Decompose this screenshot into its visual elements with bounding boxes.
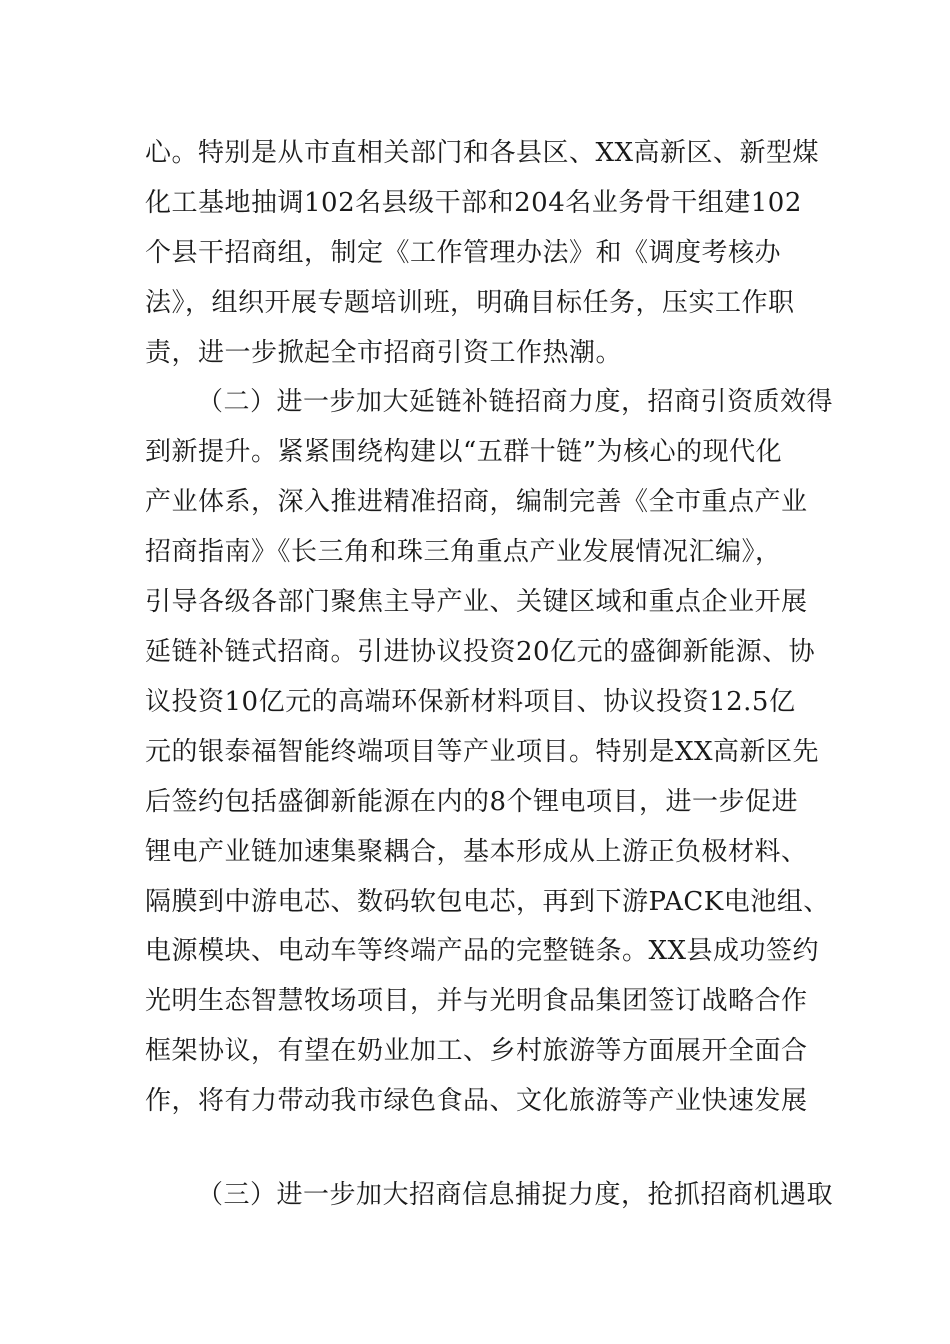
text-line: 引导各级各部门聚焦主导产业、关键区域和重点企业开展: [145, 587, 808, 617]
text-line: 作，将有力带动我市绿色食品、文化旅游等产业快速发展: [145, 1086, 808, 1116]
text-line: 法》，组织开展专题培训班，明确目标任务，压实工作职: [145, 288, 795, 318]
text-line: 产业体系，深入推进精准招商，编制完善《全市重点产业: [145, 487, 808, 517]
text-line: 隔膜到中游电芯、数码软包电芯，再到下游PACK电池组、: [145, 887, 830, 917]
text-line: 议投资10亿元的高端环保新材料项目、协议投资12.5亿: [145, 687, 796, 717]
text-line: 招商指南》《长三角和珠三角重点产业发展情况汇编》，: [145, 537, 782, 567]
text-line: 光明生态智慧牧场项目，并与光明食品集团签订战略合作: [145, 986, 808, 1016]
section-heading-2: （二）进一步加大延链补链招商力度，招商引资质效得: [197, 387, 834, 417]
section-heading-3: （三）进一步加大招商信息捕捉力度，抢抓招商机遇取: [197, 1180, 834, 1210]
text-line: 框架协议，有望在奶业加工、乡村旅游等方面展开全面合: [145, 1036, 808, 1066]
text-line: 元的银泰福智能终端项目等产业项目。特别是XX高新区先: [145, 737, 820, 767]
text-line: 个县干招商组，制定《工作管理办法》和《调度考核办: [145, 238, 782, 268]
text-line: 到新提升。紧紧围绕构建以“五群十链”为核心的现代化: [145, 437, 783, 467]
text-line: 心。特别是从市直相关部门和各县区、XX高新区、新型煤: [145, 138, 820, 168]
text-line: 延链补链式招商。引进协议投资20亿元的盛御新能源、协: [145, 637, 816, 667]
text-line: 电源模块、电动车等终端产品的完整链条。XX县成功签约: [145, 936, 820, 966]
text-line: 后签约包括盛御新能源在内的8个锂电项目，进一步促进: [145, 787, 799, 817]
text-line: 化工基地抽调102名县级干部和204名业务骨干组建102: [145, 188, 802, 218]
text-line: 责，进一步掀起全市招商引资工作热潮。: [145, 338, 623, 368]
text-line: 锂电产业链加速集聚耦合，基本形成从上游正负极材料、: [145, 837, 808, 867]
